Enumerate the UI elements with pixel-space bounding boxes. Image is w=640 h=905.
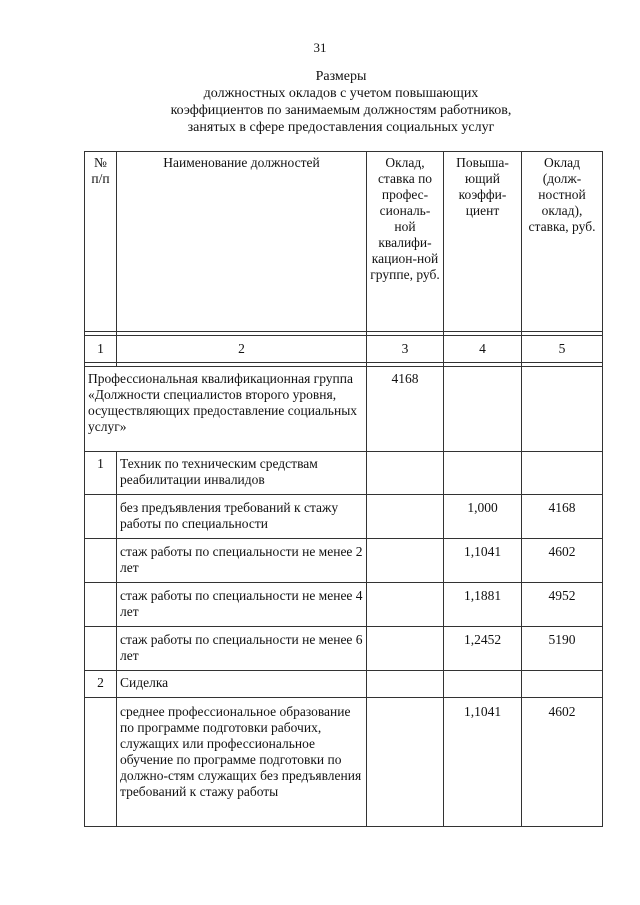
coef-value: 1,1041 (444, 698, 522, 827)
column-number-row (85, 336, 603, 363)
title-line: должностных окладов с учетом повышающих (203, 86, 479, 101)
table-row (85, 671, 603, 698)
position-name: Техник по техническим средствам реабилитации инвалидов (117, 452, 367, 495)
header-num: № п/п (85, 152, 117, 332)
column-number: 5 (522, 336, 603, 363)
coef-value: 1,1041 (444, 539, 522, 583)
column-number: 1 (85, 336, 117, 363)
coef-value: 1,1881 (444, 583, 522, 627)
total-value: 4168 (522, 495, 603, 539)
table-header-row (85, 152, 603, 332)
total-value: 4952 (522, 583, 603, 627)
salary-table (84, 151, 603, 827)
document-title (80, 68, 602, 136)
total-value: 4602 (522, 698, 603, 827)
column-number: 2 (117, 336, 367, 363)
table-row (85, 452, 603, 495)
header-coef: Повыша-ющий коэффи-циент (444, 152, 522, 332)
condition-name: без предъявления требований к стажу работы по специальности (117, 495, 367, 539)
condition-name: стаж работы по специальности не менее 2 лет (117, 539, 367, 583)
title-line: Размеры (315, 69, 367, 84)
table-row (85, 495, 603, 539)
total-value: 5190 (522, 627, 603, 671)
table-row (85, 627, 603, 671)
page-number: 31 (313, 40, 327, 55)
table-row (85, 583, 603, 627)
table-row (85, 539, 603, 583)
group-salary: 4168 (367, 367, 444, 452)
group-row (85, 367, 603, 452)
condition-name: стаж работы по специальности не менее 6 лет (117, 627, 367, 671)
coef-value: 1,000 (444, 495, 522, 539)
group-name: Профессиональная квалификационная группа «Должности специалистов второго уровня, осуществляющих предоставление социальных услуг» (85, 367, 367, 452)
position-num: 2 (85, 671, 117, 698)
condition-name: стаж работы по специальности не менее 4 лет (117, 583, 367, 627)
title-line: коэффициентов по занимаемым должностям работников, (170, 103, 512, 118)
total-value: 4602 (522, 539, 603, 583)
header-salary: Оклад, ставка по профес-сиональ-ной квалифи-кацион-ной группе, руб. (367, 152, 444, 332)
position-num: 1 (85, 452, 117, 495)
column-number: 4 (444, 336, 522, 363)
header-name: Наименование должностей (117, 152, 367, 332)
title-line: занятых в сфере предоставления социальных услуг (187, 120, 495, 135)
position-name: Сиделка (117, 671, 367, 698)
table-row (85, 698, 603, 827)
coef-value: 1,2452 (444, 627, 522, 671)
column-number: 3 (367, 336, 444, 363)
condition-name: среднее профессиональное образование по программе подготовки рабочих, служащих или профессиональное обучение по программе подготовки по должно-стям служащих без предъявления требований к стажу работы (117, 698, 367, 827)
header-total: Оклад (долж-ностной оклад), ставка, руб. (522, 152, 603, 332)
